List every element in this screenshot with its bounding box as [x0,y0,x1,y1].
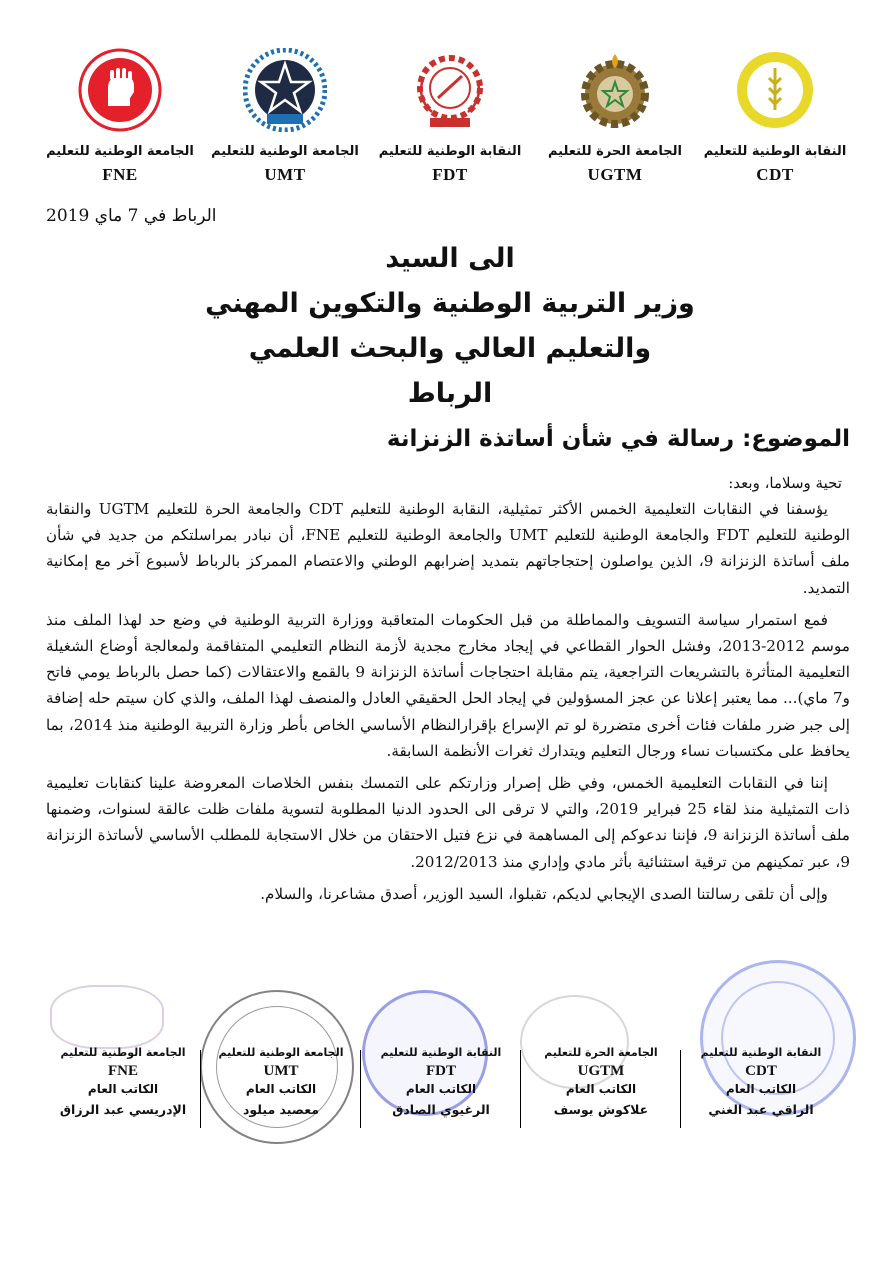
body-paragraph: يؤسفنا في النقابات التعليمية الخمس الأكثر تمثيلية، النقابة الوطنية للتعليم CDT والجامعة الحرة للتعليم UGTM والنقابة الوطنية للتعليم FDT والجامعة الوطنية للتعليم UMT والجامعة الوطنية للتعليم FNE، أن نبادر بمراسلتكم من جديد في شأن ملف أساتذة الزنزانة 9، الذين يواصلون إحتجاجاتهم بتمديد إضرابهم الوطني والاعتصام الممركز بالرباط لأسبوع آخر مع إمكانية التمديد. [46,500,850,597]
signature-org: النقابة الوطنية للتعليم [380,1046,502,1059]
ugtm-gear-icon [573,48,657,132]
logo-fdt-name: النقابة الوطنية للتعليم [378,144,522,159]
signature-divider [360,1050,361,1128]
signature-divider [680,1050,681,1128]
signature-abbr: UGTM [577,1063,625,1079]
signature-ugtm [526,1046,676,1117]
logo-umt-name: الجامعة الوطنية للتعليم [211,144,359,159]
signature-block [48,1046,848,1136]
logo-umt-abbr: UMT [264,165,306,184]
fdt-gear-icon [408,48,492,132]
signature-role: الكاتب العام [725,1082,797,1096]
logo-ugtm-abbr: UGTM [587,165,643,184]
letter-greeting: تحية وسلاما، وبعد: [728,474,842,492]
logo-fdt [370,48,530,185]
address-line: وزير التربية الوطنية والتكوين المهني [205,288,695,319]
logo-fdt-abbr: FDT [432,165,468,184]
signature-role: الكاتب العام [87,1082,159,1096]
logo-cdt-name: النقابة الوطنية للتعليم [703,144,847,159]
signature-org: الجامعة الحرة للتعليم [544,1046,658,1059]
signature-abbr: FDT [426,1063,456,1079]
signature-divider [520,1050,521,1128]
logo-umt [205,48,365,185]
logo-fne-name: الجامعة الوطنية للتعليم [46,144,194,159]
logo-cdt-abbr: CDT [756,165,794,184]
signature-role: الكاتب العام [405,1082,477,1096]
address-line: الى السيد [385,243,515,274]
address-line: الرباط [407,378,493,409]
letter-body [46,496,850,913]
cdt-wheat-icon [733,48,817,132]
signature-umt [206,1046,356,1117]
signature-role: الكاتب العام [245,1082,317,1096]
signature-fne [48,1046,198,1117]
signature-fdt [366,1046,516,1117]
letter-date: الرباط في 7 ماي 2019 [46,206,217,226]
signature-org: النقابة الوطنية للتعليم [700,1046,822,1059]
recipient-address [150,236,750,416]
signature-abbr: FNE [108,1063,138,1079]
signature-person: الرغيوي الصادق [392,1102,490,1117]
signature-abbr: CDT [745,1063,777,1079]
signature-cdt [686,1046,836,1117]
address-line: والتعليم العالي والبحث العلمي [248,333,652,364]
signature-role: الكاتب العام [565,1082,637,1096]
raised-fist-icon [78,48,162,132]
logo-ugtm [535,48,695,185]
signature-person: علاكوش يوسف [553,1102,649,1117]
body-paragraph: وإلى أن تلقى رسالتنا الصدى الإيجابي لديكم، تقبلوا، السيد الوزير، أصدق مشاعرنا، والسلام. [260,884,828,903]
union-logos-header [0,48,894,188]
signature-person: الراقي عبد الغني [708,1102,814,1117]
signature-divider [200,1050,201,1128]
logo-fne-abbr: FNE [102,165,138,184]
signature-org: الجامعة الوطنية للتعليم [60,1046,186,1059]
signature-person: الإدريسي عبد الرزاق [59,1102,187,1117]
letter-subject: الموضوع: رسالة في شأن أساتذة الزنزانة [386,426,850,452]
signature-org: الجامعة الوطنية للتعليم [218,1046,344,1059]
logo-cdt [695,48,855,185]
body-paragraph: فمع استمرار سياسة التسويف والمماطلة من قبل الحكومات المتعاقبة ووزارة التربية الوطنية في وضع حد لهذا الملف منذ موسم 2012-2013، وفشل الحوار القطاعي في إيجاد مخارج مجدية لأزمة النظام التعليمي المتفاقمة ولمعالجة أوضاع الشغيلة التعليمية المتأثرة بالتشريعات التراجعية، يتم مقابلة احتجاجات أساتذة الزنزانة 9 بالقمع والاعتقالات (كما حصل بالرباط يومي فاتح و7 ماي)... مما يعتبر إعلانا عن عجز المسؤولين في إيجاد الحل الحقيقي العادل والمنصف لهذا الملف، والذي كان سيتم حله إضافة إلى جبر ضرر ملفات فئات أخرى متضررة لو تم الإسراع بإقرارالنظام الأساسي الخاص بأطر وزارة التربية الوطنية منذ 2014، بما يحافظ على مكتسبات نساء ورجال التعليم ويتدارك ثغرات الأنظمة السابقة. [46,610,850,760]
logo-fne [40,48,200,185]
stamp-decoration [50,985,164,1049]
signature-abbr: UMT [263,1063,299,1079]
umt-star-icon [243,48,327,132]
signature-person: معصيد ميلود [243,1102,319,1117]
body-paragraph: إننا في النقابات التعليمية الخمس، وفي ظل إصرار وزارتكم على التمسك بنفس الخلاصات المعروضة علينا كنقابات تعليمية ذات التمثيلية منذ لقاء 25 فبراير 2019، والتي لا ترقى الى الحدود الدنيا المطلوبة لتسوية ملفات ظلت عالقة لسنوات، وضمنها ملف أساتذة الزنزانة 9، فإننا ندعوكم إلى المساهمة في نزع فتيل الاحتقان من خلال الاستجابة للمطلب الأساسي لأساتذة الزنزانة 9، عبر تمكينهم من ترقية استثنائية بأثر مادي وإداري منذ 2012/2013. [46,774,850,871]
logo-ugtm-name: الجامعة الحرة للتعليم [547,144,683,159]
